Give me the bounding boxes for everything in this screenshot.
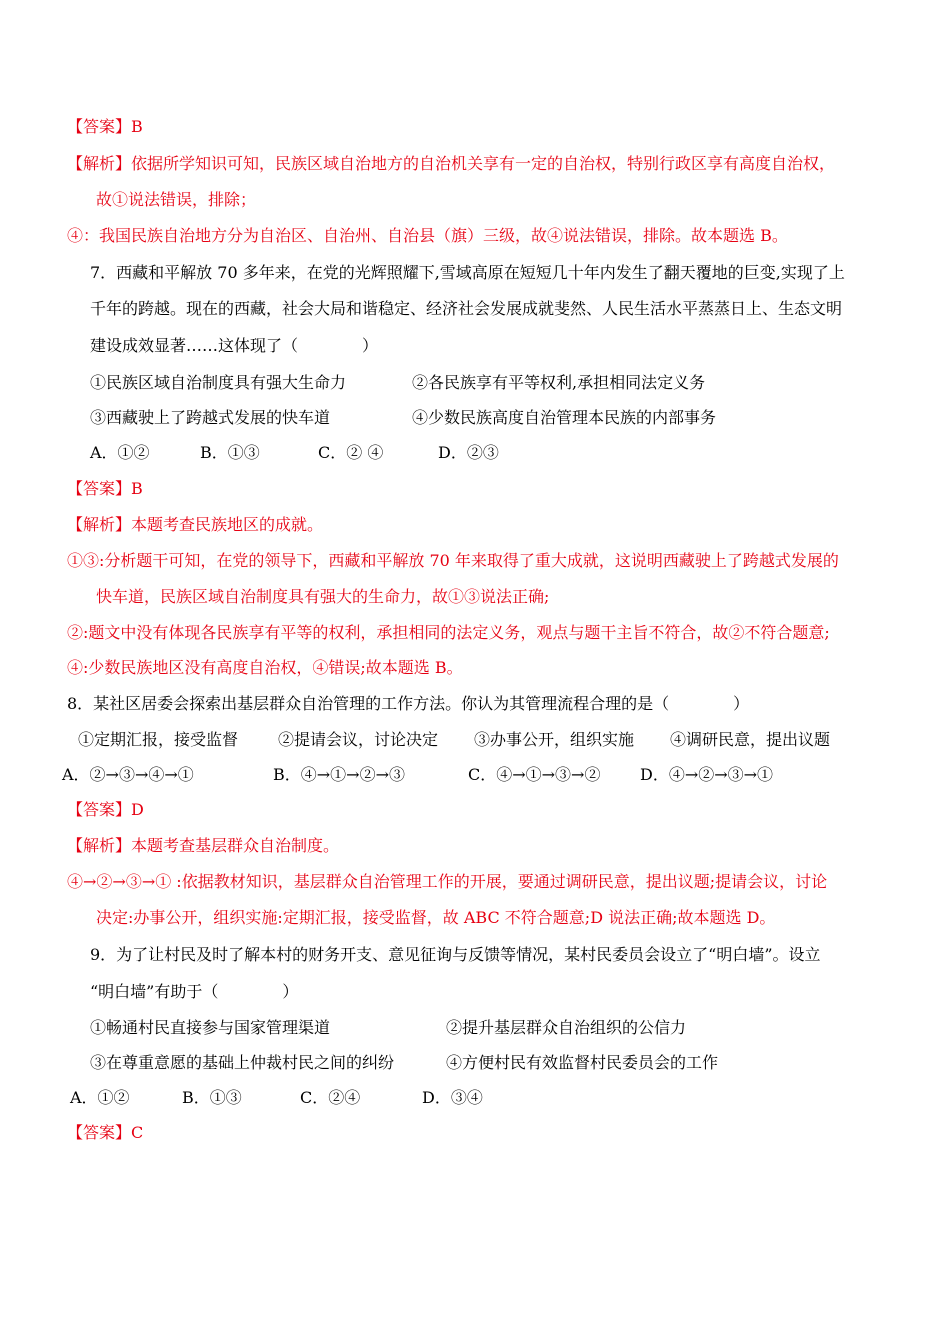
analysis-text: 【解析】依据所学知识可知，民族区域自治地方的自治机关享有一定的自治权，特别行政区享有高度自治权， (67, 154, 836, 173)
question-7-item-4: ④少数民族高度自治管理本民族的内部事务 (412, 408, 717, 427)
question-8-item-1: ①定期汇报，接受监督 (78, 730, 239, 749)
question-9-stem: 9．为了让村民及时了解本村的财务开支、意见征询与反馈等情况，某村民委员会设立了“明白墙”。设立 (90, 945, 821, 964)
answer-label: 【答案】D (67, 800, 144, 819)
question-9-item-4: ④方便村民有效监督村民委员会的工作 (446, 1053, 719, 1072)
question-7-stem: 7．西藏和平解放 70 多年来，在党的光辉照耀下,雪域高原在短短几十年内发生了翻天覆地的巨变,实现了上 (90, 263, 845, 282)
question-7-option-b: B．①③ (200, 443, 260, 462)
question-8-stem: 8．某社区居委会探索出基层群众自治管理的工作方法。你认为其管理流程合理的是（ ） (67, 694, 750, 713)
analysis-text: 【解析】本题考查民族地区的成就。 (67, 515, 324, 534)
analysis-text: 【解析】本题考查基层群众自治制度。 (67, 836, 340, 855)
question-9-item-1: ①畅通村民直接参与国家管理渠道 (90, 1018, 331, 1037)
analysis-text: ①③:分析题干可知，在党的领导下，西藏和平解放 70 年来取得了重大成就，这说明西藏驶上了跨越式发展的 (67, 551, 839, 570)
question-9-option-c: C．②④ (300, 1088, 361, 1107)
question-8-option-c: C．④→①→③→② (468, 765, 601, 784)
question-9-option-b: B．①③ (182, 1088, 242, 1107)
question-9-item-3: ③在尊重意愿的基础上仲裁村民之间的纠纷 (90, 1053, 395, 1072)
question-9-stem: “明白墙”有助于（ ） (90, 982, 299, 1001)
question-8-item-2: ②提请会议，讨论决定 (278, 730, 439, 749)
question-8-option-b: B．④→①→②→③ (273, 765, 405, 784)
question-7-stem: 千年的跨越。现在的西藏，社会大局和谐稳定、经济社会发展成就斐然、人民生活水平蒸蒸日上、生态文明 (90, 299, 843, 318)
analysis-text: ④→②→③→① :依据教材知识，基层群众自治管理工作的开展，要通过调研民意，提出议题;提请会议，讨论 (67, 872, 828, 891)
answer-label: 【答案】B (67, 479, 143, 498)
question-8-item-3: ③办事公开，组织实施 (474, 730, 635, 749)
analysis-text: 决定:办事公开，组织实施:定期汇报，接受监督，故 ABC 不符合题意;D 说法正确;故本题选 D。 (96, 908, 776, 927)
question-7-option-a: A．①② (90, 443, 150, 462)
question-7-option-d: D．②③ (438, 443, 499, 462)
analysis-text: 故①说法错误，排除； (96, 190, 257, 209)
question-9-item-2: ②提升基层群众自治组织的公信力 (446, 1018, 687, 1037)
question-8-option-d: D．④→②→③→① (640, 765, 774, 784)
question-9-option-d: D．③④ (422, 1088, 483, 1107)
question-7-item-2: ②各民族享有平等权利,承担相同法定义务 (412, 373, 706, 392)
analysis-text: ④：我国民族自治地方分为自治区、自治州、自治县（旗）三级，故④说法错误，排除。故本题选 B。 (67, 226, 788, 245)
answer-label: 【答案】C (67, 1123, 144, 1142)
analysis-text: ④:少数民族地区没有高度自治权，④错误;故本题选 B。 (67, 658, 463, 677)
analysis-text: ②:题文中没有体现各民族享有平等的权利，承担相同的法定义务，观点与题干主旨不符合，故②不符合题意; (67, 623, 830, 642)
answer-label: 【答案】B (67, 117, 143, 136)
question-8-item-4: ④调研民意，提出议题 (670, 730, 831, 749)
question-9-option-a: A．①② (70, 1088, 130, 1107)
question-7-option-c: C．② ④ (318, 443, 384, 462)
question-7-stem: 建设成效显著……这体现了（ ） (90, 336, 379, 355)
question-8-option-a: A．②→③→④→① (62, 765, 194, 784)
analysis-text: 快车道，民族区域自治制度具有强大的生命力，故①③说法正确; (96, 587, 550, 606)
question-7-item-1: ①民族区域自治制度具有强大生命力 (90, 373, 347, 392)
question-7-item-3: ③西藏驶上了跨越式发展的快车道 (90, 408, 331, 427)
